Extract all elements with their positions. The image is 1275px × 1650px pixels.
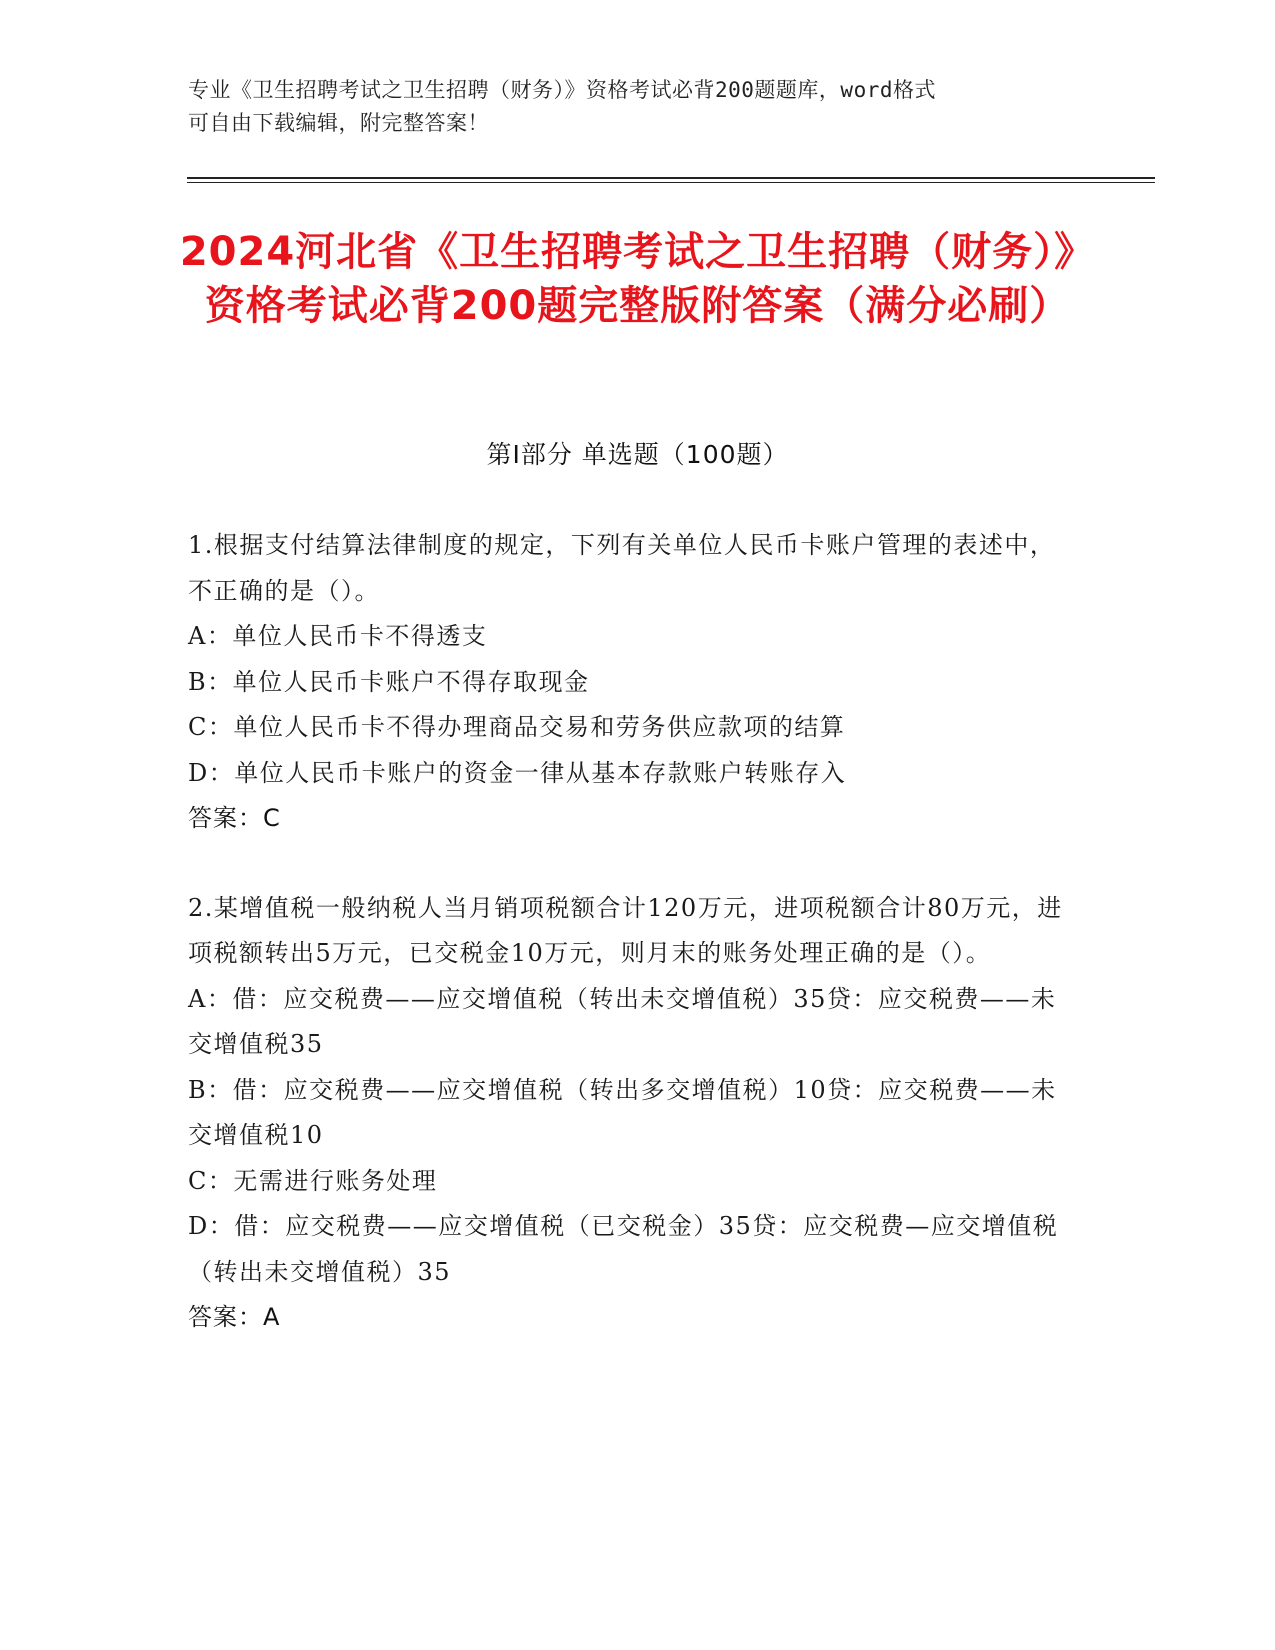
option-a: A：单位人民币卡不得透支 [188, 622, 488, 650]
question-item [188, 886, 1078, 1341]
question-item [188, 523, 1078, 842]
section-title: 第Ⅰ部分 单选题（100题） [486, 440, 789, 469]
header-note-line-1: 专业《卫生招聘考试之卫生招聘（财务）》资格考试必背200题题库，word格式 [188, 78, 936, 102]
answer-line: 答案：A [188, 1303, 281, 1331]
answer-line: 答案：C [188, 804, 281, 832]
document-title: 2024河北省《卫生招聘考试之卫生招聘（财务）》资格考试必背200题完整版附答案（满分必刷） [179, 229, 1096, 329]
option-b: B：借：应交税费——应交增值税（转出多交增值税）10贷：应交税费——未交增值税10 [188, 1075, 1057, 1149]
option-a: A：借：应交税费——应交增值税（转出未交增值税）35贷：应交税费——未交增值税35 [188, 984, 1057, 1058]
option-d: D：借：应交税费——应交增值税（已交税金）35贷：应交税费—应交增值税（转出未交增值税）35 [188, 1212, 1059, 1286]
question-list [188, 523, 1078, 1341]
header-note-line-2: 可自由下载编辑，附完整答案！ [188, 111, 489, 135]
option-c: C：无需进行账务处理 [188, 1166, 438, 1195]
question-stem: 2.某增值税一般纳税人当月销项税额合计120万元，进项税额合计80万元，进项税额转出5万元，已交税金10万元，则月末的账务处理正确的是（）。 [188, 893, 1063, 967]
option-d: D：单位人民币卡账户的资金一律从基本存款账户转账存入 [188, 758, 847, 787]
question-stem: 1.根据支付结算法律制度的规定，下列有关单位人民币卡账户管理的表述中，不正确的是（）。 [188, 531, 1056, 605]
option-b: B：单位人民币卡账户不得存取现金 [188, 667, 590, 696]
header-note [188, 74, 1068, 140]
header-divider-thin [187, 182, 1155, 183]
header-divider-thick [187, 177, 1155, 179]
option-c: C：单位人民币卡不得办理商品交易和劳务供应款项的结算 [188, 713, 846, 741]
